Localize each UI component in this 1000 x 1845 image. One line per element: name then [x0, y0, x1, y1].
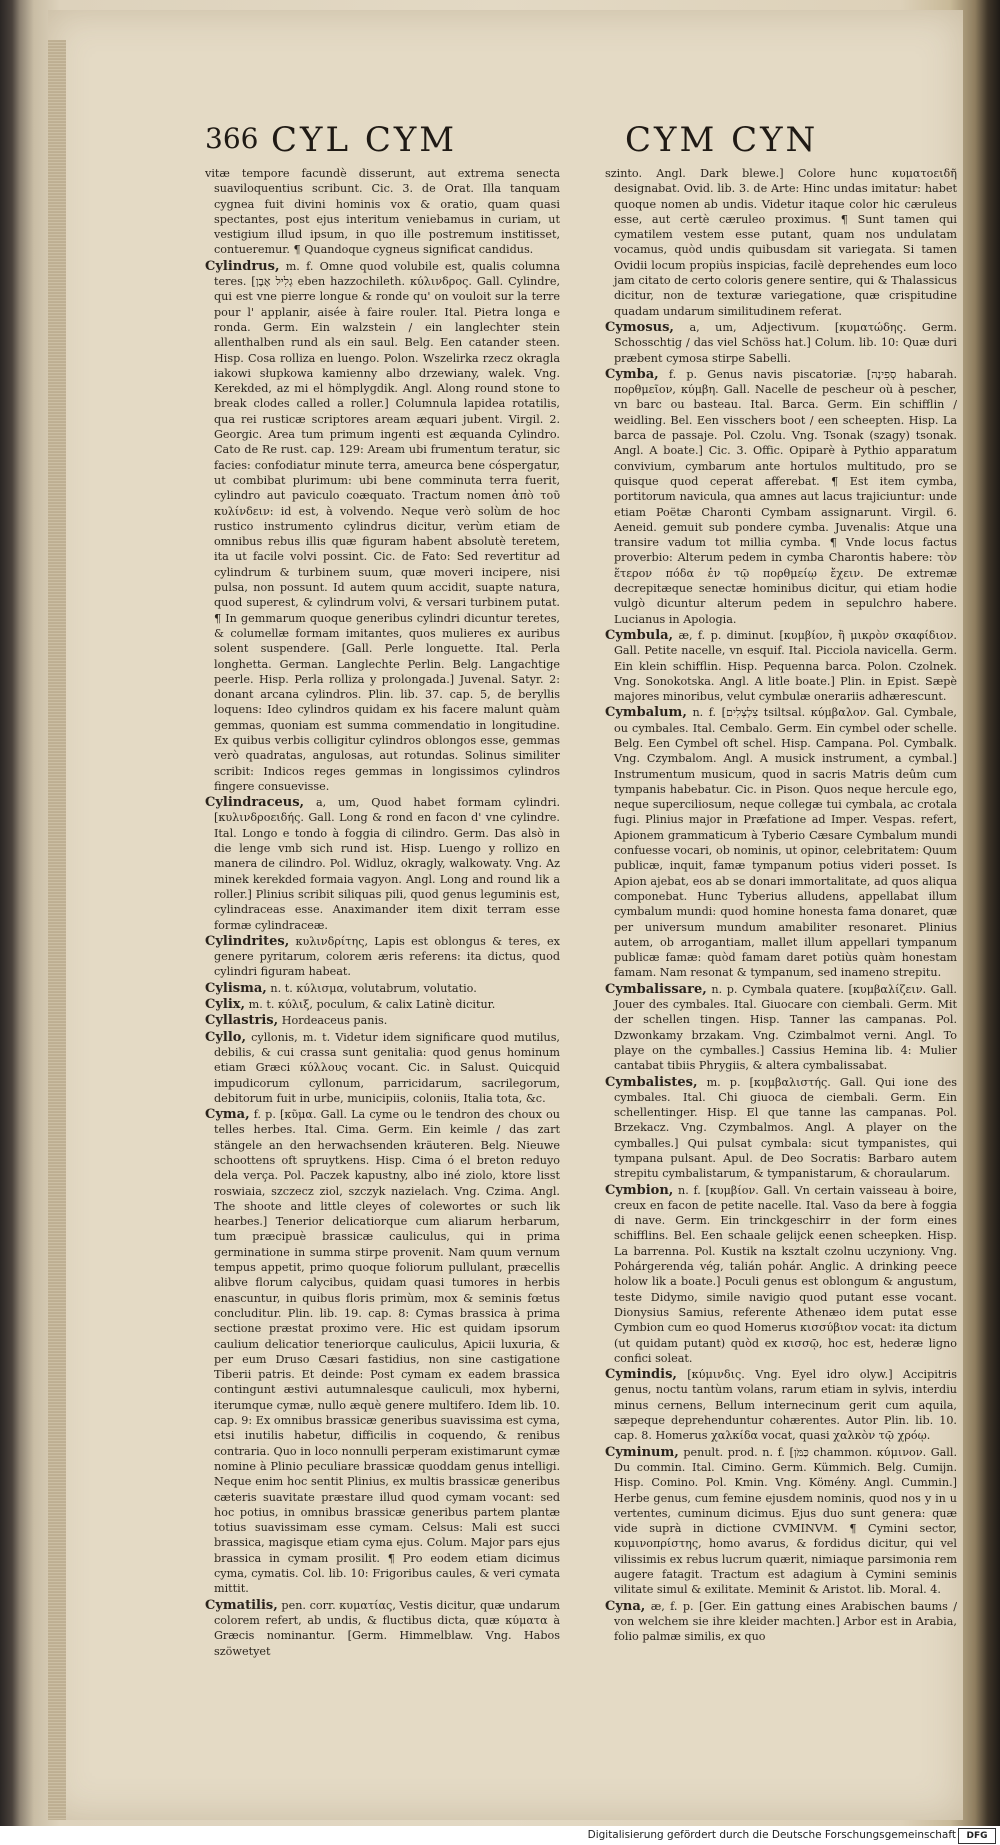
entry-headword: Cymbion, — [605, 1182, 674, 1198]
entry-headword: Cylix, — [205, 997, 246, 1013]
entry-headword: Cymbula, — [605, 627, 674, 643]
dictionary-entry — [605, 628, 957, 704]
entry-headword: Cymbalum, — [605, 705, 687, 721]
entry-headword: Cymba, — [605, 366, 659, 382]
dictionary-entry — [605, 367, 957, 627]
entry-text: szinto. Angl. Dark blewe.] Colore hunc κυματοειδῆ designabat. Ovid. lib. 3. de Arte: Hinc undas imitatur: habet quoque nomen ab undis. Videtur itaque color hic cæruleus esse, aut certè cæruleo proximus. ¶ Sunt tamen qui cymatilem vestem esse putant, quam nos undulatam vocamus, quòd undis quibusdam sit variegata. Si tamen Ovidii locum propiùs inspicias, facilè deprehendes eum loco jam citato de certo coloris genere sentire, qui & Thalassicus dicitur, non de texturæ variegatione, quæ crispitudine quadam undarum similitudinem referat. — [605, 167, 957, 318]
page-number: 366 — [205, 122, 259, 155]
entry-text: [κύμινδις. Vng. Eyel idro olyw.] Accipitris genus, noctu tantùm volans, rarum etiam in sylvis, interdiu minus cernens, Bellum internecinum gerit cum aquila, sæpeque deprehenduntur cohærentes. Autor Plin. lib. 10. cap. 8. Homerus χαλκίδα vocat, quasi χαλκὸν τῷ χρόῳ. — [614, 1368, 957, 1443]
entry-text: æ, f. p. diminut. [κυμβίον, ἢ μικρὸν σκαφίδιον. Gall. Petite nacelle, vn esquif. Ital. Picciola navicella. Germ. Ein klein schifflin. Hisp. Pequenna barca. Polon. Czolnek. Vng. Sonokotska. Angl. A litle boate.] Plin. in Epist. Sæpè majores minoribus, velut cymbulæ onerariis adhærescunt. — [614, 628, 957, 704]
dictionary-entry — [605, 705, 957, 980]
entry-text: n. p. Cymbala quatere. [κυμβαλίζειν. Gall. Jouer des cymbales. Ital. Giuocare con ciembali. Germ. Mit der schellen tingen. Hisp. Tanner las campanas. Pol. Dzwonkamy brzakam. Vng. Czimbalmot verni. Angl. To playe on the cymballes.] Cassius Hemina lib. 4: Mulier cantabat tibiis Phrygiis, & altera cymbalissabat. — [614, 982, 957, 1073]
entry-headword: Cyllo, — [205, 1029, 246, 1045]
dfg-logo: DFG — [958, 1828, 996, 1844]
dictionary-entry — [205, 997, 560, 1012]
entry-text: penult. prod. n. f. [כַּמֹּן chammon. κύμινον. Gall. Du commin. Ital. Cimino. Germ. Kümmich. Belg. Cumijn. Hisp. Comino. Pol. Kmin. Vng. Kömény. Angl. Cummin.] Herbe genus, cum femine ejusdem nominis, quod nos y in u vertentes, cuminum dicimus. Ejus duo sunt genera: quæ vide suprà in dictione CVMINVM. ¶ Cymini sector, κυμινοπρίστης, homo avarus, & fordidus dicitur, qui vel vilissimis ex rebus lucrum quærit, nimiaque parsimonia rem augere fatagit. Tractum est adagium à Cymini seminis vilitate simul & exilitate. Meminit & Aristot. lib. Moral. 4. — [614, 1445, 957, 1597]
running-head — [205, 122, 940, 172]
running-head-left: CYL CYM — [271, 120, 458, 160]
entry-text: f. p. [κῦμα. Gall. La cyme ou le tendron des choux ou telles herbes. Ital. Cima. Germ. Ein keimle / das zart stängele an den herwachsenden kräuteren. Belg. Nieuwe schoottens oft spruytkens. Hisp. Cima ó el breton reduyo dela verça. Pol. Paczek kapustny, albo iné ziolo, ktore lisst roswiaia, szczecz ziol, szczyk nazielach. Vng. Czima. Angl. The shoote and little cleyes of colewortes or such lik hearbes.] Tenerior delicatiorque cum aliarum herbarum, tum præcipuè brassicæ cauliculus, qui in prima germinatione in summa stirpe provenit. Nam quum vernum tempus appetit, primo quoque foliorum pullulant, præcellis alibve florum calycibus, quidam quasi tumores in herbis enascuntur, in quibus floris primùm, mox & seminis fœtus concluditur. Plin. lib. 19. cap. 8: Cymas brassica à prima sectione præstat proximo vere. Hic est quidam ipsorum caulium delicatior teneriorque cauliculus, Apicii luxuria, & per eum Druso Cæsari fastidius, non sine castigatione Tiberii patris. Et deinde: Post cymam ex eadem brassica contingunt æstivi autumnalesque cauliculi, mox hyberni, iterumque cymæ, nullo æquè genere multifero. Idem lib. 10. cap. 9: Ex omnibus brassicæ generibus suavissima est cyma, etsi inutilis habetur, difficilis in coquendo, & renibus contraria. Quo in loco nonnulli perperam existimarunt cymæ nomine à Plinio peculiare brassicæ quoddam genus intelligi. Neque enim hoc sentit Plinius, ex multis brassicæ generibus cæteris suavitate præstare illud quod cymam vocant: sed hoc potius, in omnibus brassicæ generibus partem plantæ totius suavissimam esse cymam. Celsus: Mali est succi brassica, magisque etiam cyma ejus. Colum. Major pars ejus brassica in cymam prosilit. ¶ Pro eodem etiam dicimus cyma, cymatis. Col. lib. 10: Frigoribus caules, & veri cymata mittit. — [214, 1108, 560, 1596]
entry-text: κυλινδρίτης, Lapis est oblongus & teres, ex genere pyritarum, colorem æris referens: ita dictus, quod cylindri figuram habeat. — [214, 934, 560, 979]
dictionary-entry — [205, 934, 560, 980]
running-head-right: CYM CYN — [625, 120, 819, 160]
entry-text: cyllonis, m. t. Videtur idem significare quod mutilus, debilis, & cui crassa sunt genitalia: quod genus hominum etiam Græci κύλλους vocant. Cic. in Salust. Quicquid impudicorum cyllonum, parricidarum, sacrilegorum, debitorum fuit in urbe, municipiis, coloniis, Italia tota, &c. — [214, 1030, 560, 1105]
dictionary-entry — [205, 1030, 560, 1106]
entry-text: n. f. [צִלְצְלִים tsiltsal. κύμβαλον. Gal. Cymbale, ou cymbales. Ital. Cembalo. Germ. Ein cymbel oder schelle. Belg. Een Cymbel oft schel. Hisp. Campana. Pol. Cymbalk. Vng. Czymbalom. Angl. A musick instrument, a cymbal.] Instrumentum musicum, quod in sacris Matris deûm cum tympanis habebatur. Cic. in Pison. Quos neque hercule ego, neque superciliosum, neque collegæ tui cymbala, ac crotala fugi. Plinius major in Præfatione ad Imper. Vespas. refert, Apionem grammaticum à Tyberio Cæsare Cymbalum mundi confuesse vocari, ob nominis, ut opinor, celebritatem: Quum publicæ, inquit, famæ tympanum potius videri posset. Is Apion ajebat, eos ab se donari immortalitate, ad quos aliqua componebat. Hunc Tyberius alludens, appellabat illum cymbalum mundi: quod homine honesta fama donaret, quæ per universum mundum amabiliter resonaret. Plinius autem, ob arrogantiam, mallet illum appellari tympanum publicæ famæ: quòd famam daret potiùs quàm honestam famam. Nam resonat & tympanum, sed inameno strepitu. — [614, 706, 957, 980]
dictionary-entry — [605, 1445, 957, 1598]
entry-headword: Cymindis, — [605, 1367, 677, 1383]
entry-text: pen. corr. κυματίας, Vestis dicitur, quæ undarum colorem refert, ab undis, & fluctibus dicta, quæ κύματα à Græcis nominantur. [Germ. Himmelblaw. Vng. Habos szöwetyet — [214, 1598, 560, 1658]
dictionary-entry — [605, 320, 957, 366]
footer-credit: Digitalisierung gefördert durch die Deutsche Forschungsgemeinschaft — [587, 1829, 956, 1841]
entry-text: a, um, Quod habet formam cylindri. [κυλινδροειδής. Gall. Long & rond en facon d' vne cylindre. Ital. Longo e tondo à foggia di cilindro. Germ. Das alsò in die lenge vmb sich rund ist. Hisp. Luengo y rollizo en manera de cilindro. Pol. Widluz, okragly, walkowaty. Vng. Az minek kerekded formaia vagyon. Angl. Long and round lik a roller.] Plinius scribit siliquas pili, quod genus leguminis est, cylindraceas esse. Anaximander item dixit terram esse formæ cylindraceæ. — [214, 796, 560, 932]
dictionary-entry — [605, 1599, 957, 1645]
entry-headword: Cymbalistes, — [605, 1074, 698, 1090]
entry-headword: Cymbalissare, — [605, 981, 707, 997]
entry-text: Hordeaceus panis. — [281, 1014, 388, 1028]
page-fore-edge — [48, 40, 66, 1820]
entry-headword: Cyllastris, — [205, 1013, 279, 1029]
entry-headword: Cylindrites, — [205, 933, 290, 949]
entry-text: n. t. κύλισμα, volutabrum, volutatio. — [270, 981, 477, 995]
footer-bar — [0, 1826, 1000, 1845]
left-column — [205, 166, 560, 1726]
dictionary-entry — [205, 259, 560, 794]
entry-text: m. f. Omne quod volubile est, qualis columna teres. [גְלִיל אֶבֶן eben hazzochileth. κύλινδρος. Gall. Cylindre, qui est vne pierre longue & ronde qu' on vouloit sur la terre pour l' applanir, aisée à faire rouler. Ital. Pietra longa e ronda. Germ. Ein walzstein / ein langlechter stein allenthalben rund als ein saul. Belg. Een catander steen. Hisp. Cosa rolliza en luengo. Polon. Wszelirka rzecz okragla iakowi słupkowa kamienny albo drzewiany, walek. Vng. Kerekded, az mi el hömplygdik. Angl. Along round stone to break clodes called a roller.] Columnula lapidea rotatilis, qua rei rusticæ scriptores aream æquari jubent. Virgil. 2. Georgic. Area tum primum ingenti est æquanda Cylindro. Cato de Re rust. cap. 129: Aream ubi frumentum teratur, sic facies: confodiatur minute terra, ameurca bene cóspergatur, ut combibat plurimum: ubi bene comminuta terra fuerit, cylindro aut paviculo coæquato. Tractum nomen ἀπὸ τοῦ κυλίνδειν: id est, à volvendo. Neque verò solùm de hoc rustico instrumento cylindrus dicitur, verùm etiam de omnibus rebus illis quæ figuram habent absolutè teretem, ita ut facile volvi possint. Cic. de Fato: Sed revertitur ad cylindrum & turbinem suum, quæ moveri incipere, nisi pulsa, non possunt. Id autem quum accidit, suapte natura, quod superest, & cylindrum volvi, & versari turbinem putat. ¶ In gemmarum quoque generibus cylindri dicuntur teretes, & columellæ formam imitantes, quos mulieres ex auribus solent suspendere. [Gall. Perle longuette. Ital. Perla longhetta. German. Langlechte Perlin. Belg. Langachtige peerle. Hisp. Perla rolliza y prolongada.] Juvenal. Satyr. 2: donant arcana cylindros. Plin. lib. 37. cap. 5, de beryllis loquens: Ideo cylindros quidam ex his facere malunt quàm gemmas, quoniam est summa commendatio in longitudine. Ex quibus verbis colligitur cylindros oblongos esse, gemmas verò quadratas, angulosas, aut rotundas. Solinus similiter scribit: Indicos reges gemmas in longissimos cylindros fingere consuevisse. — [214, 259, 560, 793]
dictionary-entry — [205, 1598, 560, 1659]
entry-headword: Cyma, — [205, 1107, 250, 1123]
dictionary-entry — [205, 981, 560, 996]
dictionary-entry — [605, 982, 957, 1074]
entry-headword: Cymatilis, — [205, 1597, 278, 1613]
entry-headword: Cylindraceus, — [205, 795, 305, 811]
dictionary-entry — [605, 1075, 957, 1182]
entry-headword: Cymosus, — [605, 319, 674, 335]
dictionary-entry — [205, 795, 560, 933]
entry-text: a, um, Adjectivum. [κυματώδης. Germ. Schosschtig / das viel Schöss hat.] Colum. lib. 10: Quæ duri præbent cymosa stirpe Sabelli. — [614, 320, 957, 365]
entry-text: æ, f. p. [Ger. Ein gattung eines Arabischen baums / von welchem sie ihre kleider machten.] Arbor est in Arabia, folio palmæ similis, ex quo — [614, 1599, 957, 1644]
dictionary-entry — [605, 1367, 957, 1443]
dictionary-entry — [605, 166, 957, 319]
entry-text: n. f. [κυμβίον. Gall. Vn certain vaisseau à boire, creux en facon de petite nacelle. Ital. Vaso da bere à foggia di nave. Germ. Ein trinckgeschirr in der form eines schifflins. Bel. Een schaale gelijck eenen scheepken. Hisp. La barrenna. Pol. Kustik na ksztalt czolnu uczyniony. Vng. Pohárgerenda vég, talián pohár. Anglic. A drinking peece holow lik a boate.] Poculi genus est oblongum & angustum, teste Didymo, simile navigio quod putant esse vocant. Dionysius Samius, referente Athenæo idem putat esse Cymbion cum eo quod Homerus κισσύβιον vocat: ita dictum (ut quidam putant) quòd ex κισσῷ, hoc est, hederæ ligno confici soleat. — [614, 1183, 957, 1365]
entry-text: f. p. Genus navis piscatoriæ. [סְפִינָה habarah. πορθμεῖον, κύμβη. Gall. Nacelle de pescheur où à pescher, vn barc ou basteau. Ital. Barca. Germ. Ein schifflin / weidling. Bel. Een visschers boot / een scheepten. Hisp. La barca de passaje. Pol. Czolu. Vng. Tsonak (szagy) tsonak. Angl. A boate.] Cic. 3. Offic. Opiparè à Pythio apparatum convivium, cymbarum ante hortulos multitudo, pro se quisque quod ceperat afferebat. ¶ Est item cymba, portitorum navicula, qua amnes aut lacus trajiciuntur: unde etiam Poëtæ Charonti Cymbam assignarunt. Virgil. 6. Aeneid. gemuit sub pondere cymba. Juvenalis: Atque una transire vadum tot millia cymba. ¶ Vnde locus factus proverbio: Alterum pedem in cymba Charontis habere: τὸν ἕτερον πόδα ἐν τῷ πορθμείῳ ἔχειν. De extremæ decrepitæque senectæ hominibus dicitur, qui etiam hodie vulgò dicuntur alterum pedem in sepulchro habere. Lucianus in Apologia. — [614, 367, 957, 626]
dictionary-entry — [605, 1183, 957, 1367]
entry-headword: Cylindrus, — [205, 258, 280, 274]
entry-headword: Cyna, — [605, 1598, 646, 1614]
right-column — [605, 166, 957, 1726]
entry-text: m. p. [κυμβαλιστής. Gall. Qui ione des cymbales. Ital. Chi giuoca de ciembali. Germ. Ein schellentinger. Hisp. El que tanne las campanas. Pol. Brzekacz. Vng. Czymbalmos. Angl. A player on the cymballes.] Qui pulsat cymbala: sicut tympanistes, qui tympana pulsant. Apul. de Deo Socratis: Barbaro autem strepitu cymbalistarum, & tympanistarum, & choraularum. — [614, 1075, 957, 1181]
entry-headword: Cyminum, — [605, 1444, 679, 1460]
dictionary-entry — [205, 1107, 560, 1597]
dictionary-entry — [205, 166, 560, 258]
dictionary-entry — [205, 1013, 560, 1028]
entry-text: m. t. κύλιξ, poculum, & calix Latinè dicitur. — [248, 998, 496, 1012]
entry-headword: Cylisma, — [205, 980, 267, 996]
entry-text: vitæ tempore facundè disserunt, aut extrema senecta suaviloquentius scribunt. Cic. 3. de Orat. Illa tanquam cygnea fuit divini hominis vox & oratio, quam quasi spectantes, post ejus interitum veniebamus in curiam, ut vestigium illud ipsum, in quo ille postremum institisset, contueremur. ¶ Quandoque cygneus significat candidus. — [205, 167, 560, 257]
